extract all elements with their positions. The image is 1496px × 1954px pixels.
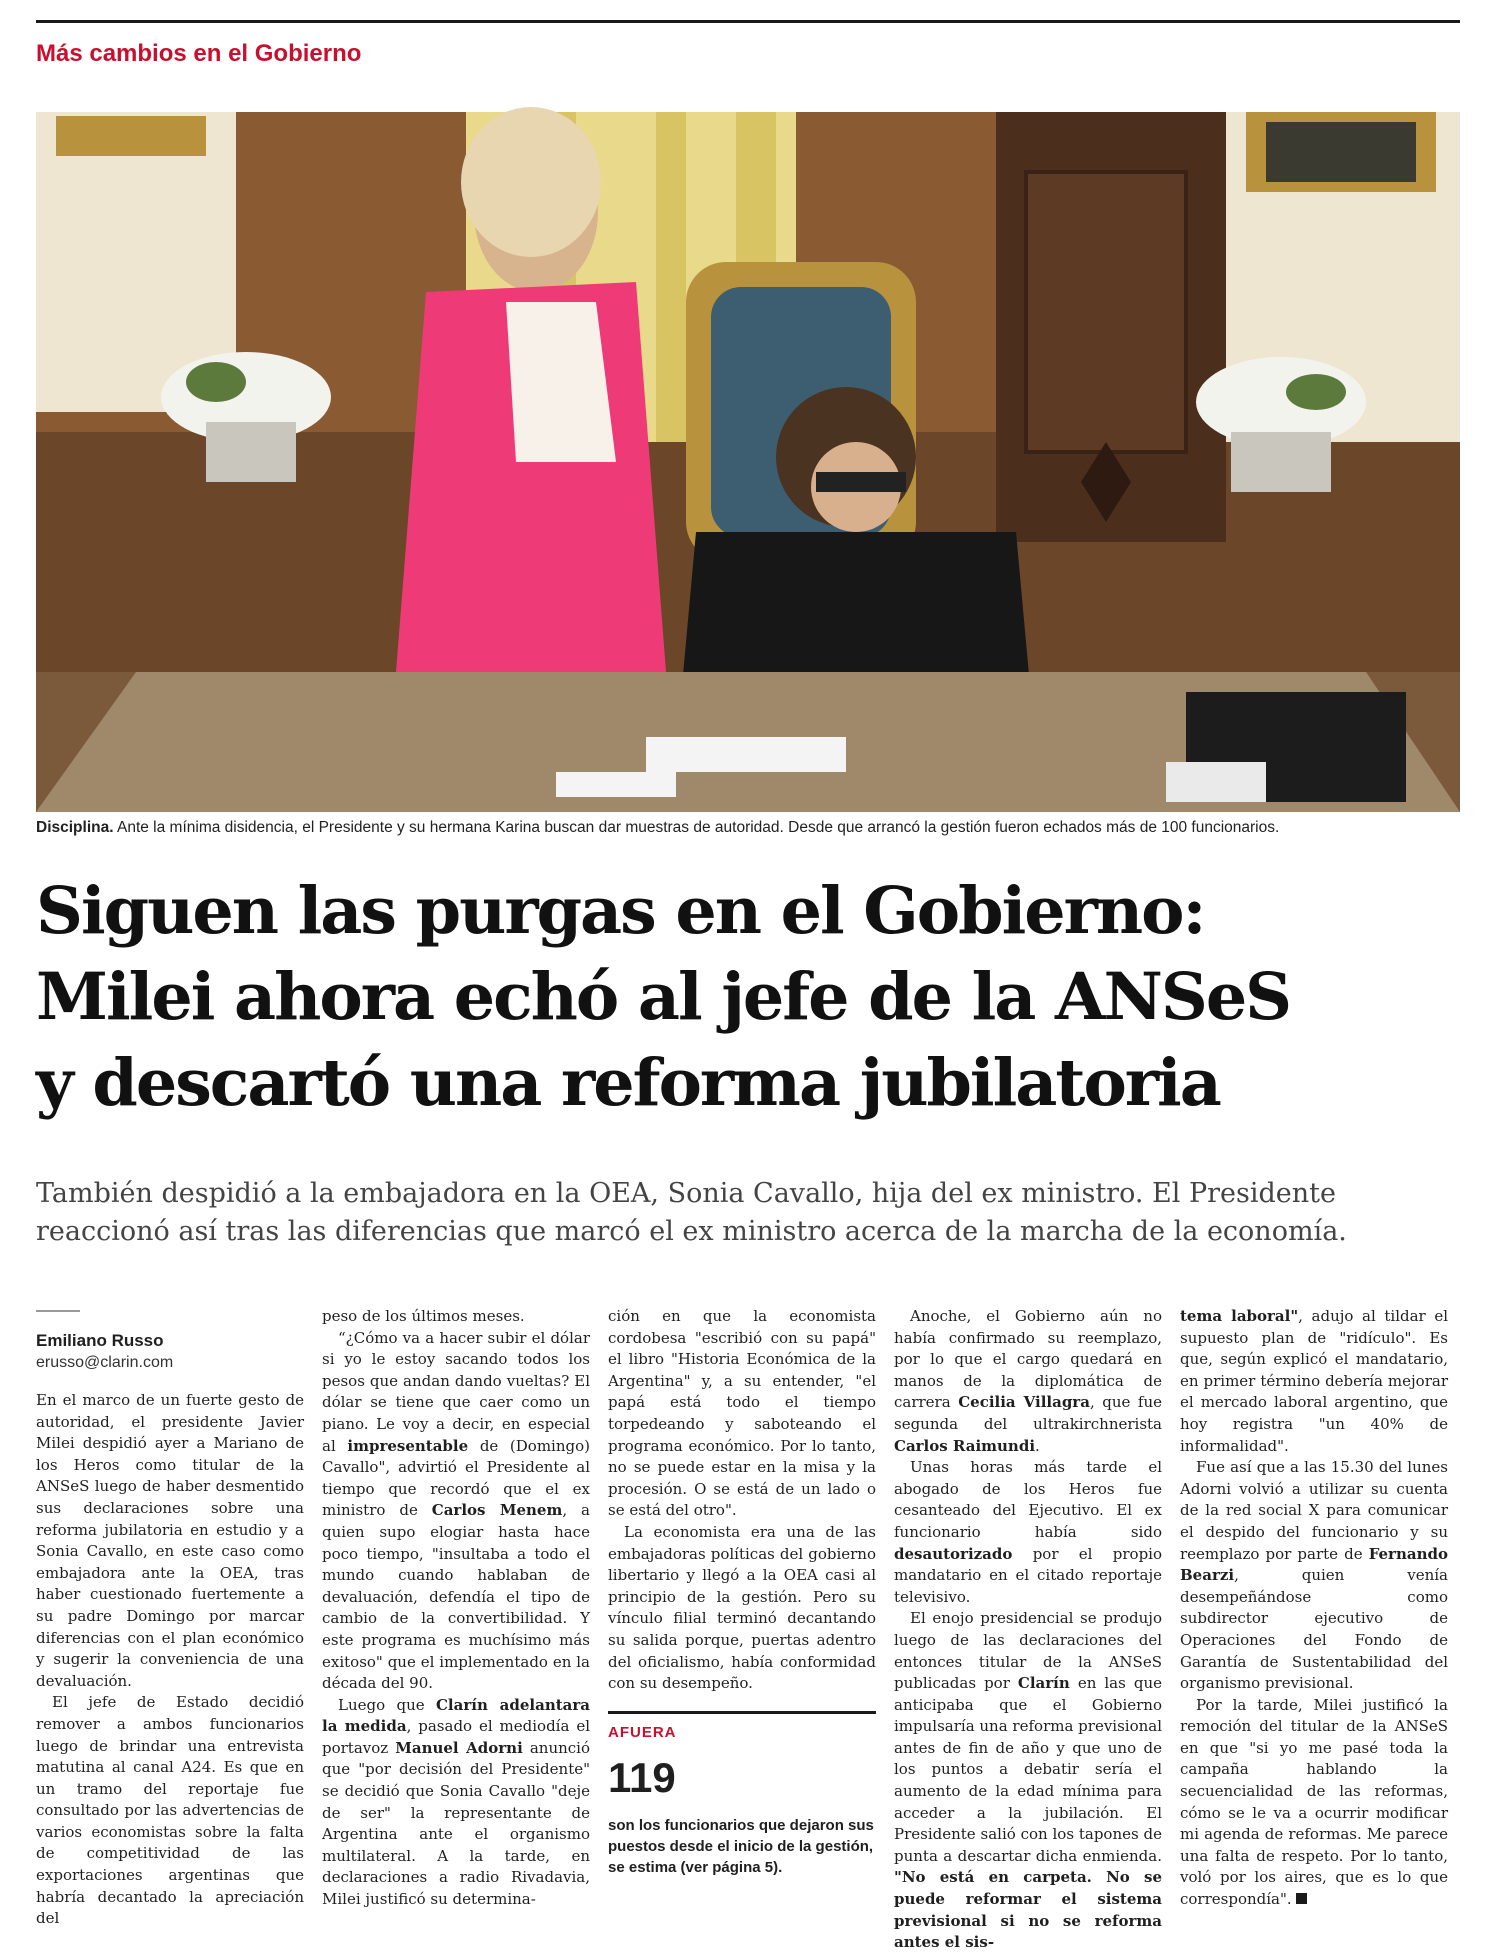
headline-line: y descartó una reforma jubilatoria	[36, 1045, 1220, 1121]
paragraph	[1180, 1695, 1448, 1911]
article-column-2	[322, 1306, 590, 1911]
paragraph	[322, 1695, 590, 1911]
deck	[36, 1175, 1460, 1251]
text-run: en las que anticipaba que el Gobierno impulsaría una reforma previsional antes de fin de año y que uno de los puntos a debatir sería el aumento de la edad mínima para acceder a la jubilación. El Presidente salió con los tapones de punta a descartar dicha enmienda.	[894, 1674, 1163, 1865]
top-rule	[36, 20, 1460, 23]
emphasis: Clarín	[1017, 1674, 1070, 1693]
emphasis: "No está en carpeta. No se puede reformar el sistema previsional si no se reforma antes el sis-	[894, 1868, 1162, 1952]
paragraph: La economista era una de las embajadoras políticas del gobierno libertario y llegó a la OEA casi al principio de la gestión. Pero su vínculo filial terminó decantando su salida porque, puertas adentro del oficialismo, había conformidad con su desempeño.	[608, 1522, 876, 1693]
section-label: Más cambios en el Gobierno	[36, 40, 362, 67]
emphasis: Clarín adelantara la medida	[322, 1695, 590, 1736]
paragraph	[322, 1328, 590, 1695]
deck-line: reaccionó así tras las diferencias que marcó el ex ministro acerca de la marcha de la economía.	[36, 1216, 1347, 1247]
article-column-5	[1180, 1306, 1448, 1911]
text-run: , que fue segunda del ultrakirchnerista	[894, 1393, 1162, 1433]
text-run: , pasado el mediodía el portavoz	[322, 1717, 590, 1757]
article-column-1	[36, 1306, 304, 1930]
paragraph: peso de los últimos meses.	[322, 1307, 525, 1325]
sidebar-box	[608, 1711, 876, 1879]
paragraph: ción en que la economista cordobesa "escribió con su papá" el libro "Historia Económica de la Argentina" y, a su entender, "el papá está todo el tiempo torpedeando y saboteando el programa económico. Por lo tanto, no se puede estar en la misa y la procesión. O se está de un lado o se está del otro".	[608, 1307, 876, 1520]
emphasis: Manuel Adorni	[395, 1738, 523, 1757]
text-run: Luego que	[338, 1695, 425, 1714]
text-run: Fue así que a las 15.30 del lunes Adorni volvió a utilizar su cuenta de la red social X para comunicar el despido del funcionario y su reemplazo por parte de	[1180, 1458, 1448, 1563]
paragraph	[1180, 1306, 1448, 1457]
byline-email[interactable]: erusso@clarin.com	[36, 1354, 174, 1371]
emphasis: tema laboral"	[1180, 1307, 1299, 1325]
paragraph	[1180, 1457, 1448, 1695]
text-run: “¿Cómo va a hacer subir el dólar si yo le estoy sacando todos los pesos que andan dando vueltas? El dólar se tiene que caer como un piano. Le voy a decir, en especial al	[322, 1328, 590, 1455]
emphasis: Cecilia Villagra	[958, 1393, 1090, 1412]
headline-line: Siguen las purgas en el Gobierno:	[36, 873, 1205, 949]
photo-caption	[36, 818, 1460, 838]
sidebar-label: AFUERA	[608, 1723, 677, 1741]
caption-lead: Disciplina.	[36, 819, 114, 836]
text-run: anunció que "por decisión del Presidente" se decidió que Sonia Cavallo "deje de ser" la representante de Argentina ante el organismo multilateral. A la tarde, en declaraciones a radio Rivadavia, Milei justificó su determina-	[322, 1738, 590, 1909]
end-mark	[1296, 1893, 1307, 1904]
text-run: , a quien supo elogiar hasta hace poco tiempo, "insultaba a todo el mundo cuando hablaban de devaluación, defendía el tipo de cambio de la convertibilidad. Y este programa es muchísimo más exitoso" que el implementado en la década del 90.	[322, 1501, 590, 1693]
caption-text: Ante la mínima disidencia, el Presidente y su hermana Karina buscan dar muestras de autoridad. Desde que arrancó la gestión fueron echados más de 100 funcionarios.	[116, 819, 1280, 836]
paragraph: En el marco de un fuerte gesto de autoridad, el presidente Javier Milei despidió ayer a Mariano de los Heros como titular de la ANSeS luego de haber desmentido sus declaraciones sobre una reforma jubilatoria en estudio y a Sonia Cavallo, en este caso como embajadora ante la OEA, tras haber cuestionado fuertemente a su padre Domingo por marcar diferencias con el plan económico y sugerir la conveniencia de una devaluación.	[36, 1391, 304, 1690]
emphasis: desautorizado	[894, 1544, 1013, 1563]
emphasis: Carlos Menem	[431, 1501, 563, 1520]
byline-name: Emiliano Russo	[36, 1331, 164, 1350]
headline	[36, 868, 1460, 1126]
text-run: Anoche, el Gobierno aún no había confirmado su reemplazo, por lo que el cargo quedará en manos de la diplomática de carrera	[894, 1307, 1162, 1412]
text-run: .	[1035, 1436, 1040, 1455]
deck-line: También despidió a la embajadora en la OEA, Sonia Cavallo, hija del ex ministro. El Presidente	[36, 1178, 1336, 1209]
text-run: de (Domingo) Cavallo", advirtió el Presidente al tiempo que recordó que el ex ministro de	[322, 1436, 590, 1520]
emphasis: Carlos Raimundi	[894, 1436, 1036, 1455]
headline-line: Milei ahora echó al jefe de la ANSeS	[36, 959, 1291, 1035]
sidebar-text: son los funcionarios que dejaron sus puestos desde el inicio de la gestión, se estima (ver página 5).	[608, 1817, 874, 1877]
article-photo	[36, 112, 1460, 812]
sidebar-number: 119	[608, 1754, 676, 1802]
emphasis: impresentable	[347, 1436, 469, 1455]
byline-rule	[36, 1310, 80, 1312]
article-column-3	[608, 1306, 876, 1878]
text-run: El enojo presidencial se produjo luego de las declaraciones del entonces titular de la ANSeS publicadas por	[894, 1609, 1162, 1693]
text-run: , adujo al tildar el supuesto plan de "ridículo". Es que, según explicó el mandatario, en primer término debería mejorar el mercado laboral argentino, que hoy registra "un 40% de informalidad".	[1180, 1307, 1448, 1455]
text-run: por el propio mandatario en el citado reportaje televisivo.	[894, 1544, 1162, 1606]
paragraph	[894, 1457, 1162, 1608]
paragraph	[894, 1608, 1162, 1954]
text-run: , quien venía desempeñándose como subdirector ejecutivo de Operaciones del Fondo de Garantía de Sustentabilidad del organismo previsional.	[1180, 1566, 1448, 1693]
emphasis: Fernando Bearzi	[1180, 1544, 1448, 1585]
paragraph: El jefe de Estado decidió remover a ambos funcionarios luego de brindar una entrevista matutina al canal A24. Es que en un tramo del reportaje fue consultado por las advertencias de varios economistas sobre la falta de competitividad de las exportaciones argentinas que habría decantado la apreciación del	[36, 1693, 304, 1928]
text-run: Por la tarde, Milei justificó la remoción del titular de la ANSeS en que "si yo me pasé toda la campaña hablando la secuencialidad de las reformas, cómo se le va a ocurrir modificar mi agenda de reformas. Me parece una falta de respeto. Por lo tanto, voló por los aires, que es lo que correspondía".	[1180, 1695, 1448, 1909]
text-run: Unas horas más tarde el abogado de los Heros fue cesanteado del Ejecutivo. El ex funcionario había sido	[894, 1458, 1162, 1541]
paragraph	[894, 1306, 1162, 1457]
article-column-4	[894, 1306, 1162, 1954]
